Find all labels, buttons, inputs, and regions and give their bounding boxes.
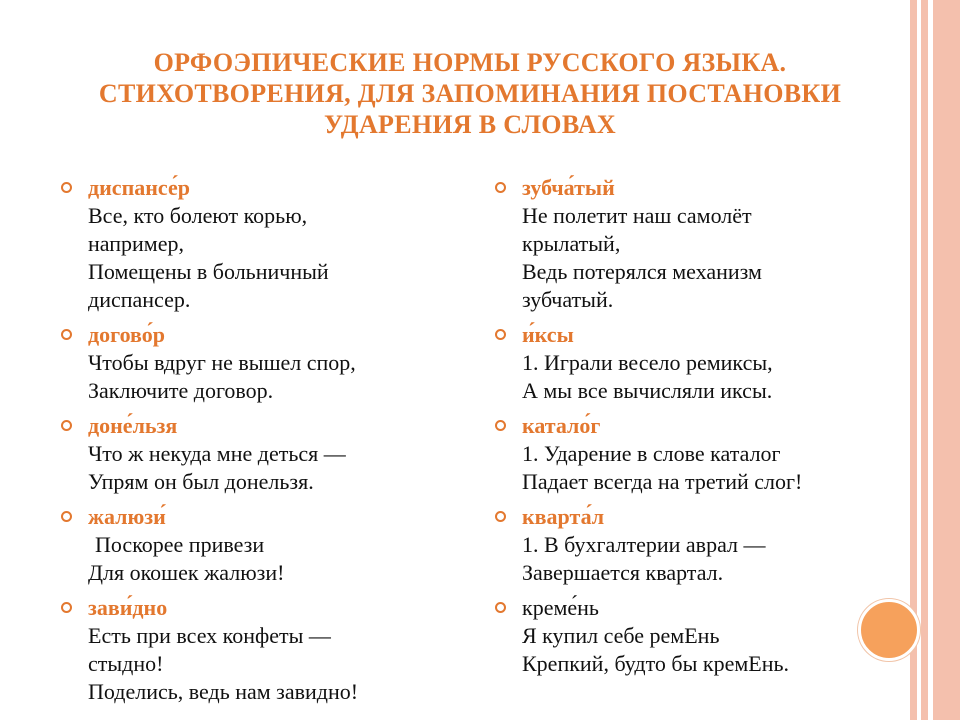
entry-dogovor	[61, 321, 481, 405]
bullet-icon	[495, 602, 506, 613]
entry-line: например,	[88, 231, 184, 256]
entry-word: зави́дно	[88, 595, 168, 620]
entry-line: диспансер.	[88, 287, 191, 312]
entry-line: А мы все вычисляли иксы.	[522, 378, 773, 403]
bullet-icon	[495, 511, 506, 522]
entry-line: Чтобы вдруг не вышел спор,	[88, 350, 356, 375]
entry-line: Упрям он был донельзя.	[88, 469, 314, 494]
entry-word: жалюзи́	[88, 504, 166, 529]
entry-line: Заключите договор.	[88, 378, 274, 403]
right-column	[495, 174, 885, 685]
entry-line: Для окошек жалюзи!	[88, 560, 285, 585]
entry-line: Не полетит наш самолёт	[522, 203, 752, 228]
entry-line: Ведь потерялся механизм	[522, 259, 762, 284]
bullet-icon	[495, 329, 506, 340]
entry-line: Все, кто болеют корью,	[88, 203, 308, 228]
entry-donelzya	[61, 412, 481, 496]
bullet-icon	[61, 329, 72, 340]
entry-line: Что ж некуда мне деться —	[88, 441, 346, 466]
decorative-stripes	[910, 0, 960, 720]
entry-line: Есть при всех конфеты —	[88, 623, 331, 648]
entry-line: Я купил себе ремЕнь	[522, 623, 720, 648]
entry-zubchatyi	[495, 174, 885, 314]
entry-line: Поскорее привези	[95, 532, 265, 557]
left-column	[61, 174, 481, 713]
entry-line: Крепкий, будто бы кремЕнь.	[522, 651, 790, 676]
entry-word: и́ксы	[522, 322, 574, 347]
entry-word: догово́р	[88, 322, 165, 347]
entry-katalog	[495, 412, 885, 496]
entry-word: доне́льзя	[88, 413, 178, 438]
bullet-icon	[61, 602, 72, 613]
entry-dispanser	[61, 174, 481, 314]
bullet-icon	[61, 420, 72, 431]
entry-word: зубча́тый	[522, 175, 615, 200]
entry-iksy	[495, 321, 885, 405]
entry-word: диспансе́р	[88, 175, 190, 200]
entry-line: Помещены в больничный	[88, 259, 329, 284]
entry-line: крылатый,	[522, 231, 621, 256]
entry-word: катало́г	[522, 413, 601, 438]
entry-word: креме́нь	[522, 595, 599, 620]
entry-line: Поделись, ведь нам завидно!	[88, 679, 359, 704]
entry-line: 1. В бухгалтерии аврал —	[522, 532, 766, 557]
entry-kremen	[495, 594, 885, 678]
bullet-icon	[495, 182, 506, 193]
entry-word: кварта́л	[522, 504, 605, 529]
entry-line: Падает всегда на третий слог!	[522, 469, 803, 494]
entry-line: 1. Ударение в слове каталог	[522, 441, 781, 466]
entry-line: 1. Играли весело ремиксы,	[522, 350, 773, 375]
entry-line: стыдно!	[88, 651, 164, 676]
entry-line: Завершается квартал.	[522, 560, 724, 585]
bullet-icon	[495, 420, 506, 431]
entry-zhalyuzi	[61, 503, 481, 587]
slide-title: ОРФОЭПИЧЕСКИЕ НОРМЫ РУССКОГО ЯЗЫКА. СТИХОТВОРЕНИЯ, ДЛЯ ЗАПОМИНАНИЯ ПОСТАНОВКИ УДАРЕНИЯ В СЛОВАХ	[98, 48, 842, 139]
bullet-icon	[61, 511, 72, 522]
entry-zavidno	[61, 594, 481, 706]
bullet-icon	[61, 182, 72, 193]
entry-line: зубчатый.	[522, 287, 614, 312]
entry-kvartal	[495, 503, 885, 587]
